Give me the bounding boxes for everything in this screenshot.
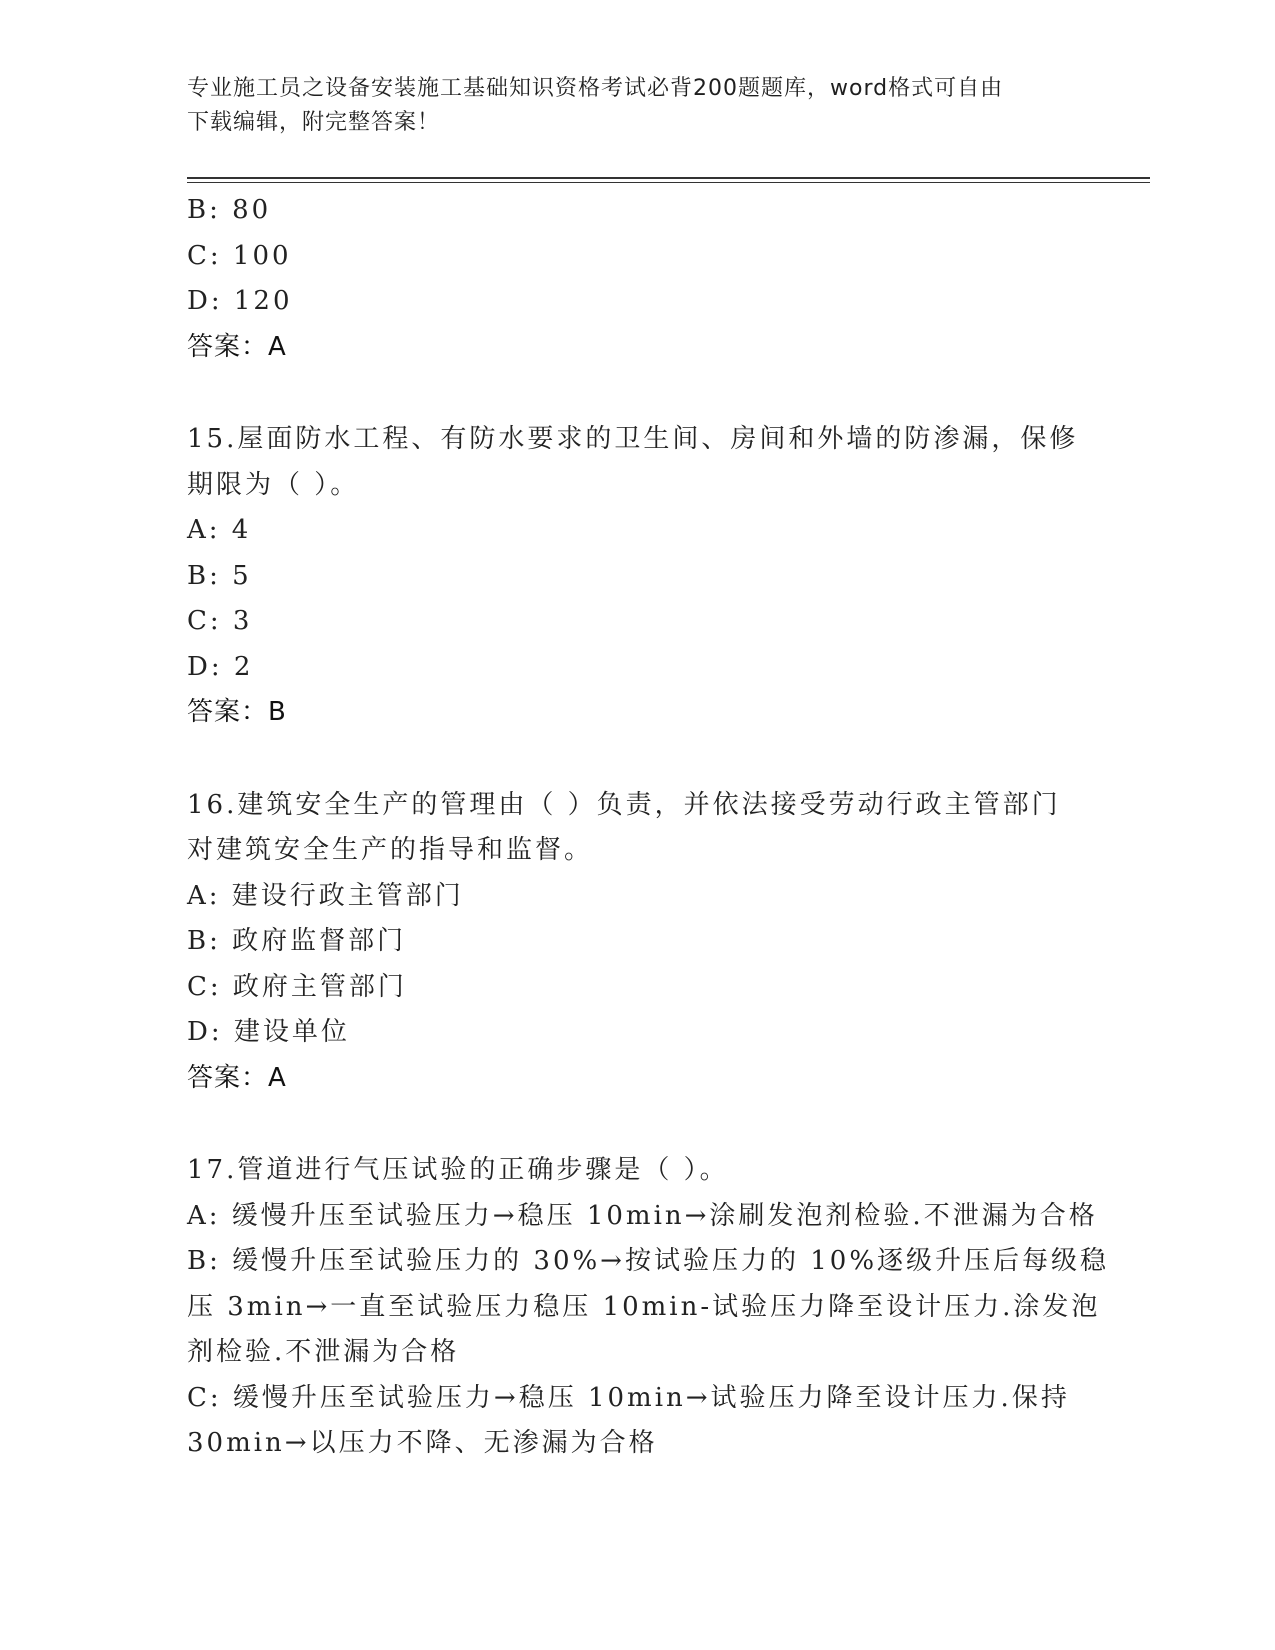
option-a: A: 建设行政主管部门 [187,880,464,911]
answer-line: 答案：A [187,331,287,362]
option-c-continued: 30min→以压力不降、无渗漏为合格 [187,1428,658,1458]
header-divider-thick [187,177,1150,179]
spacer [187,1101,1087,1148]
answer-line: 答案：B [187,697,287,727]
option-b: B: 80 [187,195,272,225]
option-c: C: 100 [187,240,292,271]
spacer [187,736,1087,783]
header-line-1: 专业施工员之设备安装施工基础知识资格考试必背200题题库，word格式可自由 [187,76,1004,101]
answer-line: 答案：A [187,1062,287,1093]
spacer [187,370,1087,417]
question-stem-line: 17.管道进行气压试验的正确步骤是（ ）。 [187,1155,729,1185]
question-stem-line: 15.屋面防水工程、有防水要求的卫生间、房间和外墙的防渗漏，保修 [187,424,1079,454]
option-c: C: 3 [187,606,253,636]
option-b: B: 5 [187,560,252,591]
question-17 [187,1148,1110,1467]
question-stem-line: 对建筑安全生产的指导和监督。 [187,835,594,865]
option-d: D: 120 [187,286,293,316]
header-line-2: 下载编辑，附完整答案！ [187,110,441,135]
option-d: D: 2 [187,651,254,682]
question-16 [187,783,1087,1102]
question-15 [187,417,1087,736]
page-header [187,72,1087,140]
question-stem-line: 16.建筑安全生产的管理由（ ）负责，并依法接受劳动行政主管部门 [187,789,1061,820]
option-a: A: 缓慢升压至试验压力→稳压 10min→涂刷发泡剂检验.不泄漏为合格 [187,1200,1098,1231]
question-stem-line: 期限为（ ）。 [187,469,360,500]
option-a: A: 4 [187,515,252,545]
previous-question-tail [187,188,1087,370]
document-body [187,188,1110,1467]
option-b-continued: 压 3min→一直至试验压力稳压 10min-试验压力降至设计压力.涂发泡 [187,1291,1101,1322]
option-b-continued: 剂检验.不泄漏为合格 [187,1337,460,1367]
option-d: D: 建设单位 [187,1017,350,1047]
header-divider-thin [187,182,1150,183]
option-c: C: 政府主管部门 [187,971,407,1002]
option-b: B: 政府监督部门 [187,926,407,956]
option-c: C: 缓慢升压至试验压力→稳压 10min→试验压力降至设计压力.保持 [187,1382,1070,1413]
option-b: B: 缓慢升压至试验压力的 30%→按试验压力的 10%逐级升压后每级稳 [187,1246,1110,1276]
